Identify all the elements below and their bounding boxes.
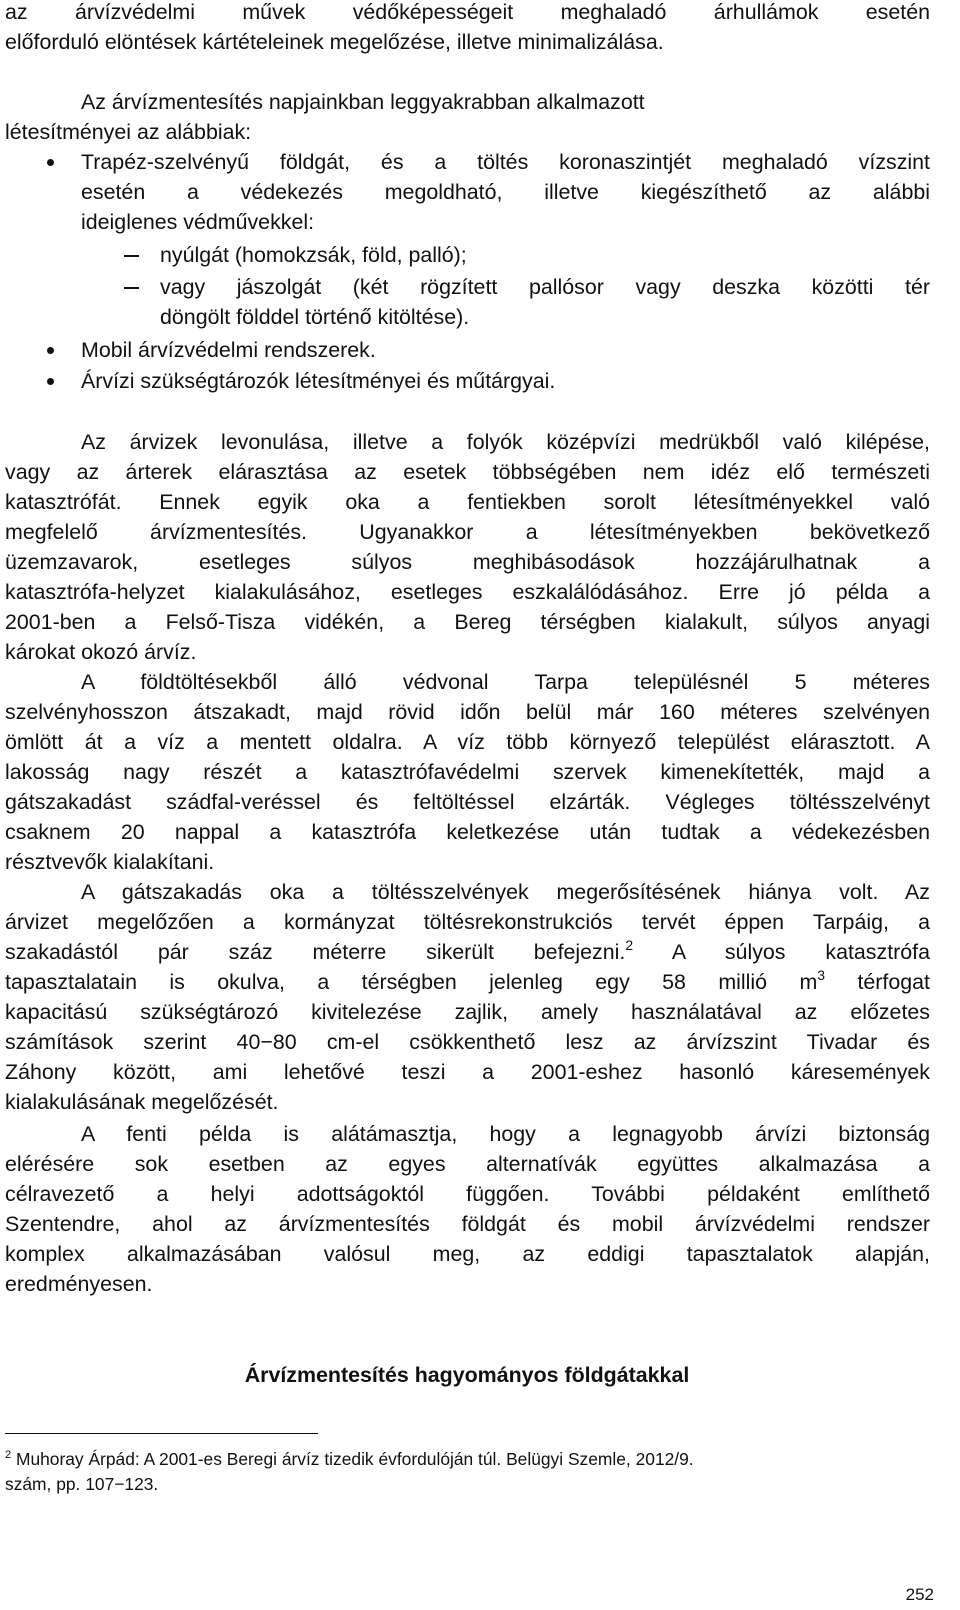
text-segment: térfogat xyxy=(857,970,930,994)
text-line: Szentendre, ahol az árvízmentesítés földgát és mobil árvízvédelmi rendszer xyxy=(5,1212,930,1236)
bullet-text: Mobil árvízvédelmi rendszerek. xyxy=(81,338,376,362)
bullet-text: Árvízi szükségtározók létesítményei és műtárgyai. xyxy=(81,369,556,393)
paragraph-first-line: A földtöltésekből álló védvonal Tarpa településnél 5 méteres xyxy=(81,670,930,694)
bullet-item xyxy=(81,335,930,365)
paragraph-first-line: Az árvizek levonulása, illetve a folyók középvízi medrükből való kilépése, xyxy=(81,430,930,454)
text-line: vagy az árterek elárasztása az esetek többségében nem idéz elő természeti xyxy=(5,460,930,484)
superscript: 3 xyxy=(817,967,826,983)
text-line: az árvízvédelmi művek védőképességeit meghaladó árhullámok esetén xyxy=(5,0,930,24)
page-number: 252 xyxy=(905,1585,934,1604)
dash-text: vagy jászolgát (két rögzített pallósor vagy deszka közötti tér xyxy=(160,275,930,299)
text-line: eredményesen. xyxy=(5,1272,153,1296)
footnote-continuation: szám, pp. 107−123. xyxy=(5,1474,159,1494)
text-line: számítások szerint 40−80 cm-el csökkenthető lesz az árvízszint Tivadar és xyxy=(5,1030,930,1054)
text-line: árvizet megelőzően a kormányzat töltésrekonstrukciós tervét éppen Tarpáig, a xyxy=(5,910,930,934)
text-line: károkat okozó árvíz. xyxy=(5,640,197,664)
footnote xyxy=(5,1447,694,1471)
text-line: lakosság nagy részét a katasztrófavédelmi szervek kimenekítették, majd a xyxy=(5,760,930,784)
paragraph-first-line: A gátszakadás oka a töltésszelvények megerősítésének hiánya volt. Az xyxy=(81,880,930,904)
bullet-continuation: esetén a védekezés megoldható, illetve kiegészíthető az alábbi xyxy=(81,180,930,204)
dash-text: nyúlgát (homokzsák, föld, palló); xyxy=(160,243,467,267)
text-segment: A súlyos katasztrófa xyxy=(671,940,931,964)
text-line: megfelelő árvízmentesítés. Ugyanakkor a létesítményekben bekövetkező xyxy=(5,520,930,544)
text-line: célravezető a helyi adottságoktól függően. További példaként említhető xyxy=(5,1182,930,1206)
text-line xyxy=(5,967,930,997)
text-line: elérésére sok esetben az egyes alternatívák együttes alkalmazása a xyxy=(5,1152,930,1176)
section-heading: Árvízmentesítés hagyományos földgátakkal xyxy=(244,1363,690,1387)
text-line: kialakulásának megelőzését. xyxy=(5,1090,279,1114)
text-line: résztvevők kialakítani. xyxy=(5,850,215,874)
bullet-item xyxy=(81,366,930,396)
text-segment: szakadástól pár száz méterre sikerült befejezni.$^2$ xyxy=(5,937,634,964)
text-line: kapacitású szükségtározó kivitelezése zajlik, amely használatával az előzetes xyxy=(5,1000,930,1024)
footnote-text: Muhoray Árpád: A 2001-es Beregi árvíz tizedik évfordulóján túl. Belügyi Szemle, 2012/9. xyxy=(15,1449,694,1469)
footnote-marker: 2 xyxy=(5,1449,12,1461)
paragraph-first-line: Az árvízmentesítés napjainkban leggyakrabban alkalmazott xyxy=(81,90,645,114)
text-line: katasztrófa-helyzet kialakulásához, esetleges eszkalálódásához. Erre jó példa a xyxy=(5,580,930,604)
dash-continuation: döngölt földdel történő kitöltése). xyxy=(160,305,470,329)
text-line: csaknem 20 nappal a katasztrófa keletkezése után tudtak a védekezésben xyxy=(5,820,930,844)
dash-item xyxy=(160,272,930,302)
text-line: 2001-ben a Felső-Tisza vidékén, a Bereg térségben kialakult, súlyos anyagi xyxy=(5,610,930,634)
text-line: katasztrófát. Ennek egyik oka a fentiekben sorolt létesítményekkel való xyxy=(5,490,930,514)
text-line: szelvényhosszon átszakadt, majd rövid időn belül már 160 méteres szelvényen xyxy=(5,700,930,724)
bullet-text: Trapéz-szelvényű földgát, és a töltés koronaszintjét meghaladó vízszint xyxy=(81,150,930,174)
text-line: Záhony között, ami lehetővé teszi a 2001-eshez hasonló káresemények xyxy=(5,1060,930,1084)
paragraph-first-line: A fenti példa is alátámasztja, hogy a legnagyobb árvízi biztonság xyxy=(81,1122,930,1146)
dash-item xyxy=(160,240,930,270)
bullet-continuation: ideiglenes védművekkel: xyxy=(81,210,315,234)
footnote-ref: 2 xyxy=(625,937,634,953)
footnote-separator xyxy=(5,1433,318,1434)
text-line: komplex alkalmazásában valósul meg, az eddigi tapasztalatok alapján, xyxy=(5,1242,930,1266)
text-line xyxy=(5,937,930,967)
text-line: üzemzavarok, esetleges súlyos meghibásodások hozzájárulhatnak a xyxy=(5,550,930,574)
text-line: előforduló elöntések kártételeinek megelőzése, illetve minimalizálása. xyxy=(5,30,664,54)
bullet-item xyxy=(81,147,930,177)
text-line: ömlött át a víz a mentett oldalra. A víz több környező települést elárasztott. A xyxy=(5,730,930,754)
text-segment: tapasztalatain is okulva, a térségben jelenleg egy 58 millió $m^3$ xyxy=(5,967,826,994)
text-line: gátszakadást szádfal-veréssel és feltöltéssel elzárták. Végleges töltésszelvényt xyxy=(5,790,930,814)
text-line: létesítményei az alábbiak: xyxy=(5,120,252,144)
